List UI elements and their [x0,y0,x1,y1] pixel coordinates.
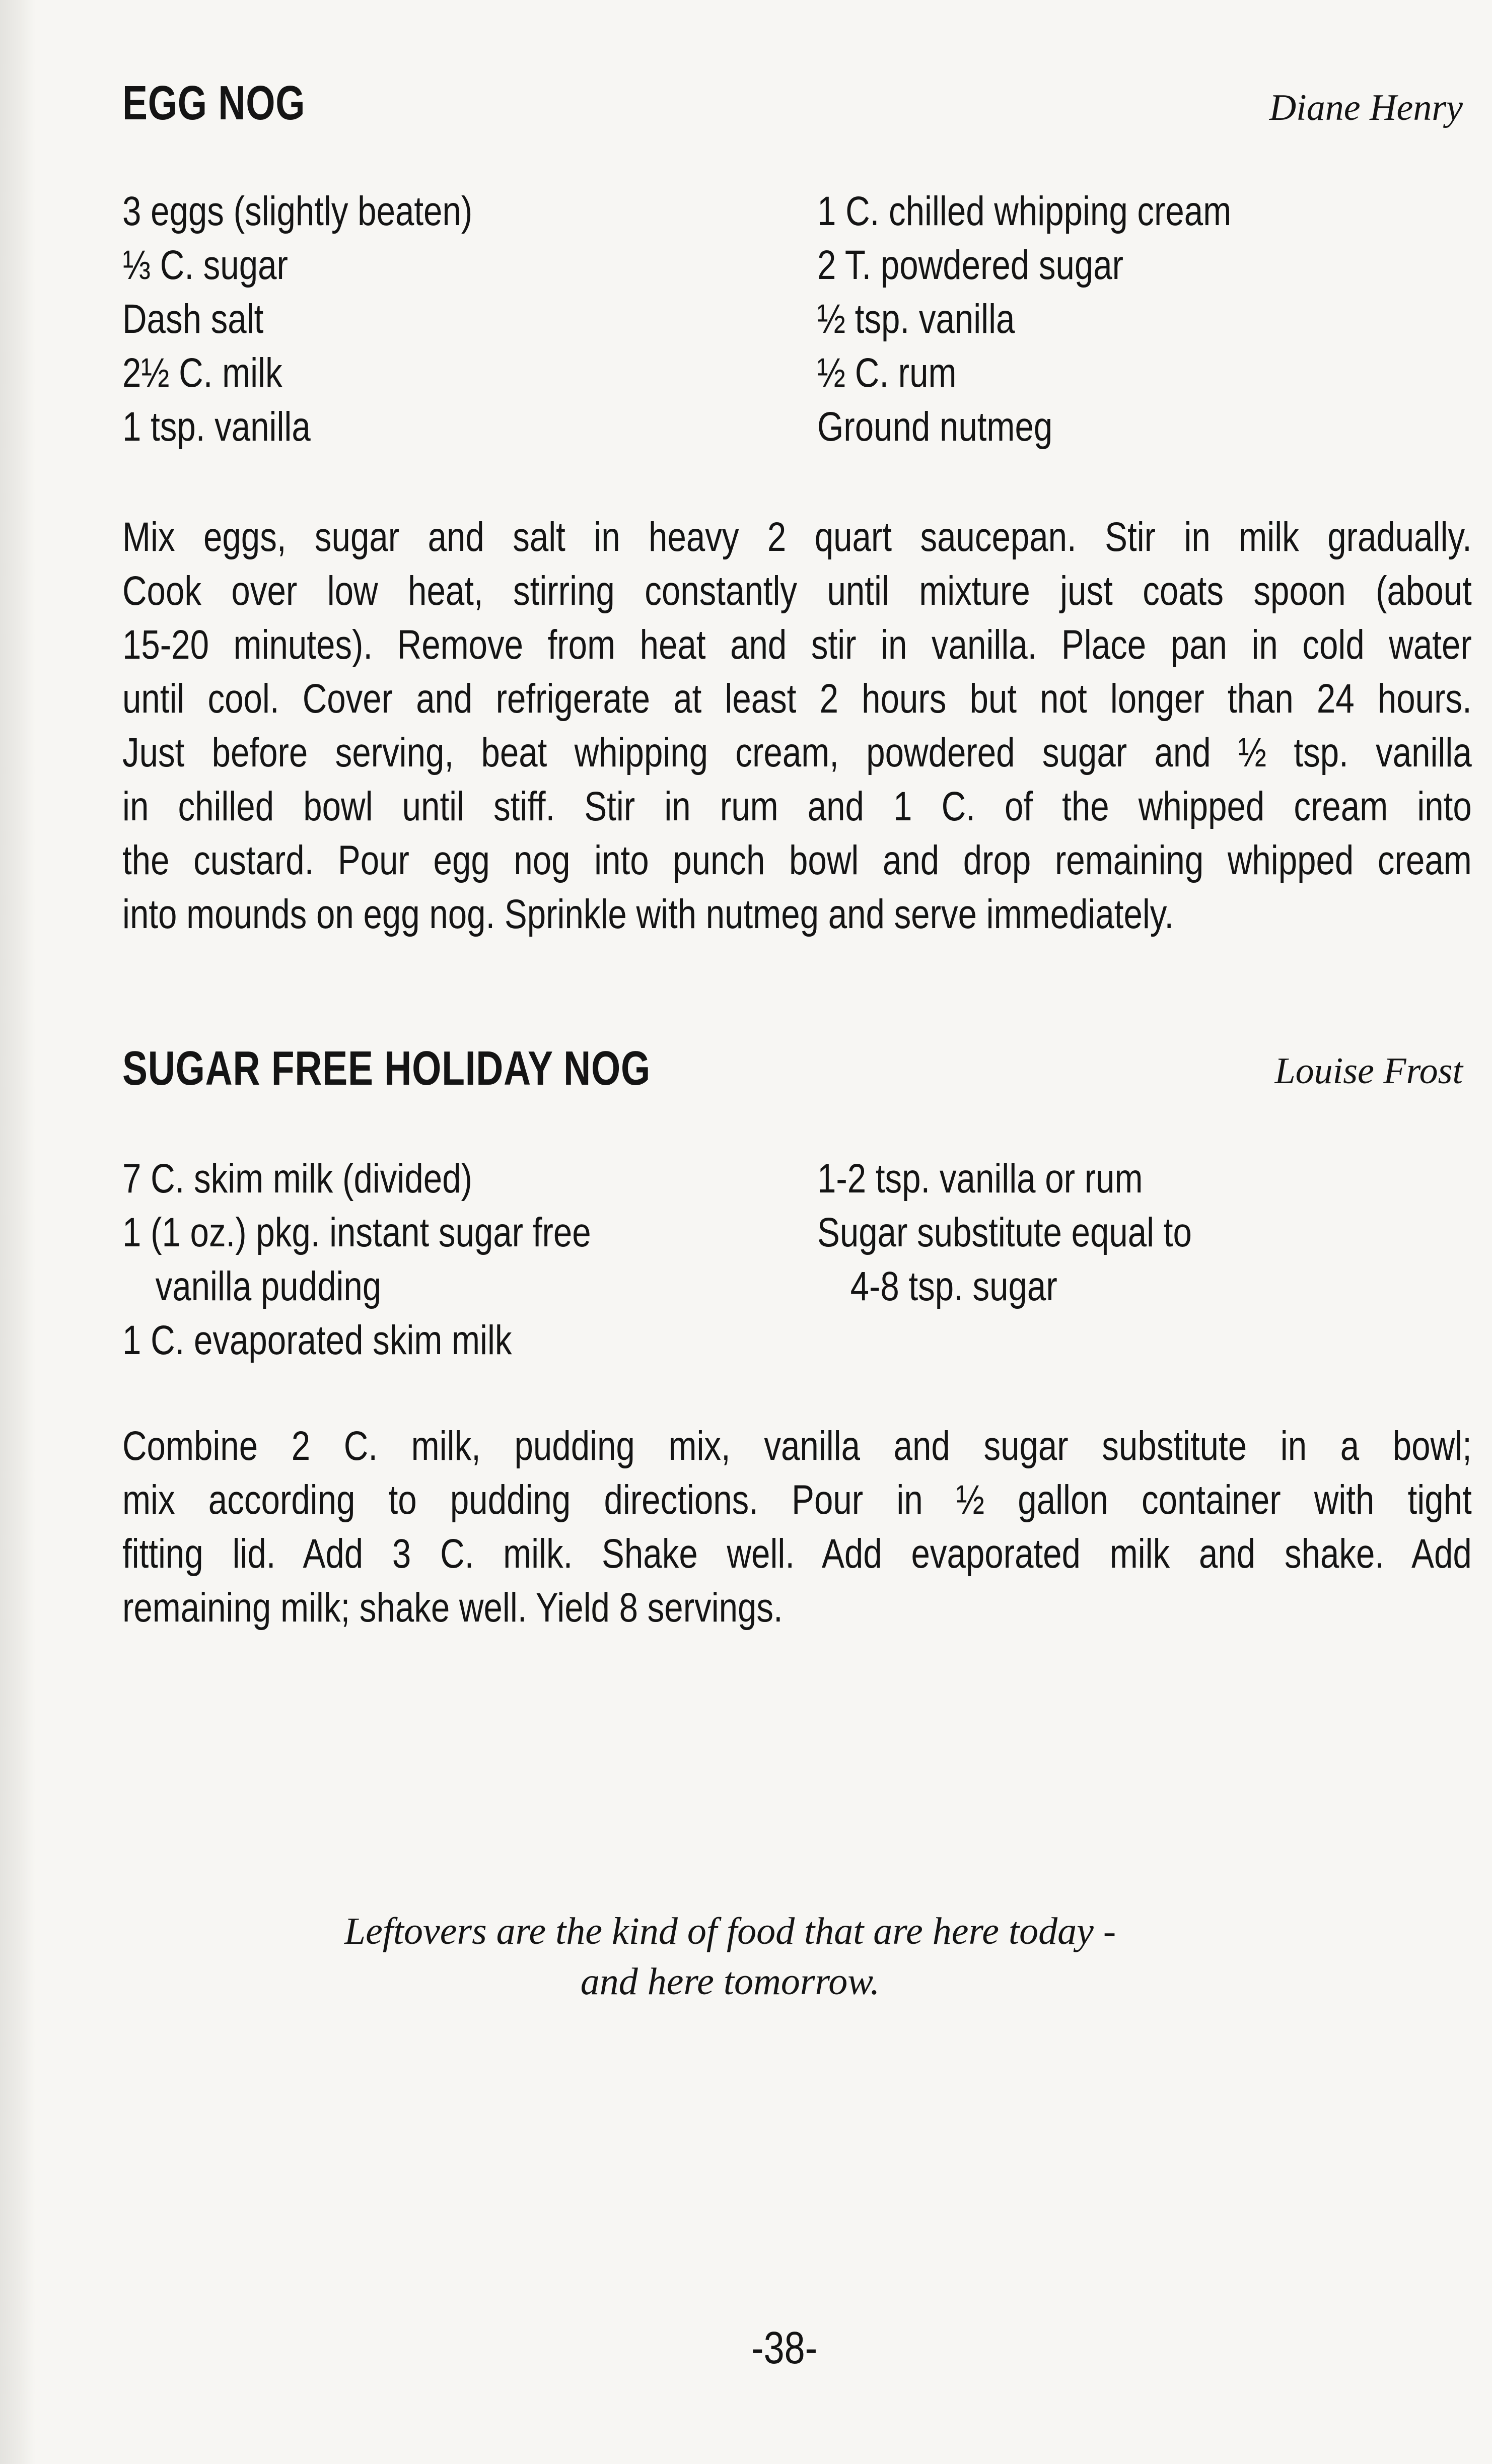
ingredient-line: 1 (1 oz.) pkg. instant sugar free [122,1210,591,1255]
ingredients-left-column [122,1152,591,1367]
directions-line: Mix eggs, sugar and salt in heavy 2 quart saucepan. Stir in milk gradually. [122,514,1472,560]
ingredient-line: 1 C. chilled whipping cream [817,188,1232,234]
ingredient-line: 7 C. skim milk (divided) [122,1156,472,1202]
ingredients-right-column [817,184,1231,454]
ingredient-line: Dash salt [122,296,264,342]
recipe-title: SUGAR FREE HOLIDAY NOG [122,1041,651,1095]
ingredients-right-column [817,1152,1192,1313]
directions-line: remaining milk; shake well. Yield 8 servings. [122,1585,783,1631]
ingredient-line: ½ C. rum [817,350,957,396]
directions-line: into mounds on egg nog. Sprinkle with nutmeg and serve immediately. [122,891,1174,937]
recipe-title: EGG NOG [122,76,306,130]
directions-line: Just before serving, beat whipping cream, powdered sugar and ½ tsp. vanilla [122,730,1472,776]
ingredient-line: 1 tsp. vanilla [122,404,311,450]
recipe-author: Diane Henry [1269,87,1463,128]
page-number: -38- [751,2323,818,2373]
quote-line: Leftovers are the kind of food that are here today - [344,1910,1116,1952]
directions-line: Combine 2 C. milk, pudding mix, vanilla and sugar substitute in a bowl; [122,1423,1472,1469]
ingredient-line: 4-8 tsp. sugar [850,1263,1057,1309]
ingredient-line: vanilla pudding [155,1263,382,1309]
humor-quote [302,1906,1158,2007]
ingredient-line: ⅓ C. sugar [122,242,288,288]
recipe-directions [122,1419,1472,1635]
directions-line: in chilled bowl until stiff. Stir in rum and 1 C. of the whipped cream into [122,784,1472,829]
recipe-directions [122,510,1472,941]
page-spine-shadow [0,0,35,2464]
directions-line: until cool. Cover and refrigerate at least 2 hours but not longer than 24 hours. [122,676,1472,722]
ingredient-line: 2 T. powdered sugar [817,242,1124,288]
ingredient-line: 3 eggs (slightly beaten) [122,188,473,234]
ingredient-line: 1 C. evaporated skim milk [122,1317,512,1363]
ingredient-line: 1-2 tsp. vanilla or rum [817,1156,1143,1202]
ingredient-line: Sugar substitute equal to [817,1210,1192,1255]
ingredient-line: 2½ C. milk [122,350,282,396]
directions-line: mix according to pudding directions. Pour in ½ gallon container with tight [122,1477,1472,1523]
ingredients-left-column [122,184,472,454]
ingredient-line: Ground nutmeg [817,404,1053,450]
ingredient-line: ½ tsp. vanilla [817,296,1015,342]
directions-line: fitting lid. Add 3 C. milk. Shake well. Add evaporated milk and shake. Add [122,1531,1472,1577]
directions-line: the custard. Pour egg nog into punch bowl and drop remaining whipped cream [122,837,1472,883]
quote-line: and here tomorrow. [580,1960,880,2003]
recipe-author: Louise Frost [1274,1050,1463,1092]
directions-line: Cook over low heat, stirring constantly until mixture just coats spoon (about [122,568,1472,614]
directions-line: 15-20 minutes). Remove from heat and stir in vanilla. Place pan in cold water [122,622,1472,668]
